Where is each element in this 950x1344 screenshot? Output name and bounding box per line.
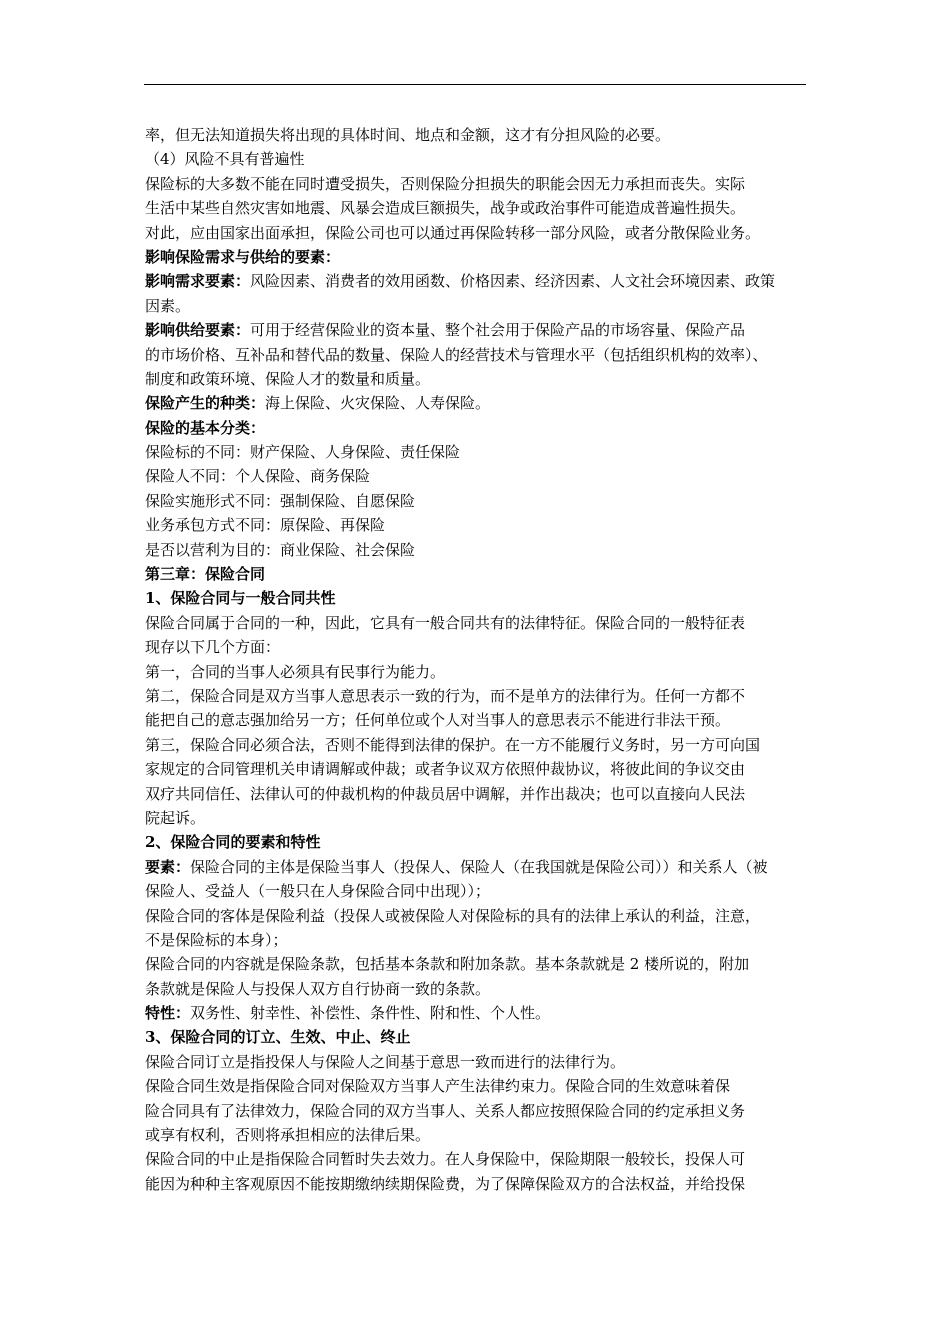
text-line — [145, 464, 817, 488]
text-line — [145, 855, 817, 879]
text-line — [145, 660, 817, 684]
text-segment: 制度和政策环境、保险人才的数量和质量。 — [145, 369, 431, 388]
text-line — [145, 538, 817, 562]
text-segment: 保险合同生效是指保险合同对保险双方当事人产生法律约束力。保险合同的生效意味着保 — [145, 1077, 731, 1096]
text-line — [145, 221, 817, 245]
text-segment: 不是保险标的本身）； — [145, 930, 288, 949]
text-segment: 或享有权利，否则将承担相应的法律后果。 — [145, 1126, 431, 1145]
text-segment: 可用于经营保险业的资本量、整个社会用于保险产品的市场容量、保险产品 — [250, 321, 746, 340]
text-segment: 保险合同的客体是保险利益（投保人或被保险人对保险标的具有的法律上承认的利益，注意， — [145, 906, 761, 925]
text-segment: 保险人、受益人（一般只在人身保险合同中出现））； — [145, 882, 491, 901]
text-line — [145, 147, 817, 171]
text-segment: 双疗共同信任、法律认可的仲裁机构的仲裁员居中调解，并作出裁决；也可以直接向人民法 — [145, 784, 746, 803]
text-segment: 率，但无法知道损失将出现的具体时间、地点和金额，这才有分担风险的必要。 — [145, 126, 671, 144]
text-segment: 家规定的合同管理机关申请调解或仲裁；或者争议双方依照仲裁协议，将彼此间的争议交由 — [145, 760, 746, 779]
text-line — [145, 367, 817, 391]
text-segment: 对此，应由国家出面承担，保险公司也可以通过再保险转移一部分风险，或者分散保险业务。 — [145, 223, 761, 242]
bold-text-segment: 影响保险需求与供给的要素： — [145, 247, 341, 266]
text-line — [145, 196, 817, 220]
text-line — [145, 611, 817, 635]
text-segment: 保险标的不同：财产保险、人身保险、责任保险 — [145, 443, 461, 462]
text-line — [145, 245, 817, 269]
text-segment: 第一，合同的当事人必须具有民事行为能力。 — [145, 662, 446, 681]
text-segment: 保险合同属于合同的一种，因此，它具有一般合同共有的法律特征。保险合同的一般特征表 — [145, 613, 746, 632]
text-line — [145, 1172, 817, 1196]
text-line — [145, 1074, 817, 1098]
text-line — [145, 1123, 817, 1147]
header-rule — [144, 84, 806, 85]
text-line — [145, 294, 817, 318]
text-segment: 海上保险、火灾保险、人寿保险。 — [265, 394, 491, 413]
text-line — [145, 1025, 817, 1049]
text-segment: （4）风险不具有普遍性 — [145, 150, 305, 169]
bold-text-segment: 保险的基本分类： — [145, 418, 266, 437]
text-segment: 能因为种种主客观原因不能按期缴纳续期保险费，为了保障保险双方的合法权益，并给投保 — [145, 1174, 746, 1193]
text-segment: 能把自己的意志强加给另一方；任何单位或个人对当事人的意思表示不能进行非法干预。 — [145, 711, 731, 730]
bold-text-segment: 保险产生的种类： — [145, 394, 266, 413]
bold-text-segment: 第三章：保险合同 — [145, 565, 266, 584]
text-line — [145, 806, 817, 830]
text-segment: 因素。 — [145, 296, 191, 315]
text-line — [145, 172, 817, 196]
bold-text-segment: 影响供给要素： — [145, 321, 251, 340]
text-segment: 院起诉。 — [145, 808, 206, 827]
text-segment: 第三，保险合同必须合法，否则不能得到法律的保护。在一方不能履行义务时，另一方可向国 — [145, 735, 761, 754]
text-segment: 保险合同的中止是指保险合同暂时失去效力。在人身保险中，保险期限一般较长，投保人可 — [145, 1150, 746, 1169]
text-segment: 第二，保险合同是双方当事人意思表示一致的行为，而不是单方的法律行为。任何一方都不 — [145, 686, 746, 705]
text-segment: 保险实施形式不同：强制保险、自愿保险 — [145, 491, 416, 510]
text-line — [145, 586, 817, 610]
text-segment: 的市场价格、互补品和替代品的数量、保险人的经营技术与管理水平（包括组织机构的效率）、 — [145, 345, 768, 364]
text-line — [145, 1050, 817, 1074]
text-line — [145, 952, 817, 976]
text-line — [145, 757, 817, 781]
text-line — [145, 733, 817, 757]
text-segment: 双务性、射幸性、补偿性、条件性、附和性、个人性。 — [190, 1004, 551, 1023]
text-line — [145, 879, 817, 903]
bold-text-segment: 要素： — [145, 857, 191, 876]
text-line — [145, 1099, 817, 1123]
text-segment: 保险合同订立是指投保人与保险人之间基于意思一致而进行的法律行为。 — [145, 1052, 626, 1071]
text-line — [145, 513, 817, 537]
text-segment: 保险合同的主体是保险当事人（投保人、保险人（在我国就是保险公司））和关系人（被 — [190, 857, 768, 876]
text-line — [145, 489, 817, 513]
text-segment: 生活中某些自然灾害如地震、风暴会造成巨额损失，战争或政治事件可能造成普遍性损失。 — [145, 199, 746, 218]
text-segment: 业务承包方式不同：原保险、再保险 — [145, 516, 386, 535]
bold-text-segment: 1、保险合同与一般合同共性 — [145, 589, 336, 608]
text-line — [145, 318, 817, 342]
text-line — [145, 977, 817, 1001]
text-segment: 现存以下几个方面： — [145, 638, 281, 657]
text-line — [145, 562, 817, 586]
text-segment: 保险合同的内容就是保险条款，包括基本条款和附加条款。基本条款就是 2 楼所说的，附加 — [145, 955, 750, 974]
text-segment: 条款就是保险人与投保人双方自行协商一致的条款。 — [145, 979, 491, 998]
text-line — [145, 416, 817, 440]
text-line — [145, 123, 817, 147]
text-line — [145, 1001, 817, 1025]
text-line — [145, 635, 817, 659]
document-body — [145, 123, 817, 1196]
text-line — [145, 684, 817, 708]
text-line — [145, 269, 817, 293]
bold-text-segment: 3、保险合同的订立、生效、中止、终止 — [145, 1028, 411, 1047]
bold-text-segment: 特性： — [145, 1004, 191, 1023]
text-segment: 风险因素、消费者的效用函数、价格因素、经济因素、人文社会环境因素、政策 — [250, 272, 776, 291]
text-line — [145, 708, 817, 732]
text-line — [145, 830, 817, 854]
bold-text-segment: 影响需求要素： — [145, 272, 251, 291]
text-line — [145, 1147, 817, 1171]
bold-text-segment: 2、保险合同的要素和特性 — [145, 833, 321, 852]
text-segment: 保险标的大多数不能在同时遭受损失，否则保险分担损失的职能会因无力承担而丧失。实际 — [145, 174, 746, 193]
text-segment: 险合同具有了法律效力，保险合同的双方当事人、关系人都应按照保险合同的约定承担义务 — [145, 1101, 746, 1120]
text-segment: 保险人不同：个人保险、商务保险 — [145, 467, 371, 486]
text-line — [145, 343, 817, 367]
text-line — [145, 904, 817, 928]
text-line — [145, 440, 817, 464]
text-line — [145, 782, 817, 806]
text-segment: 是否以营利为目的：商业保险、社会保险 — [145, 540, 416, 559]
text-line — [145, 391, 817, 415]
text-line — [145, 928, 817, 952]
